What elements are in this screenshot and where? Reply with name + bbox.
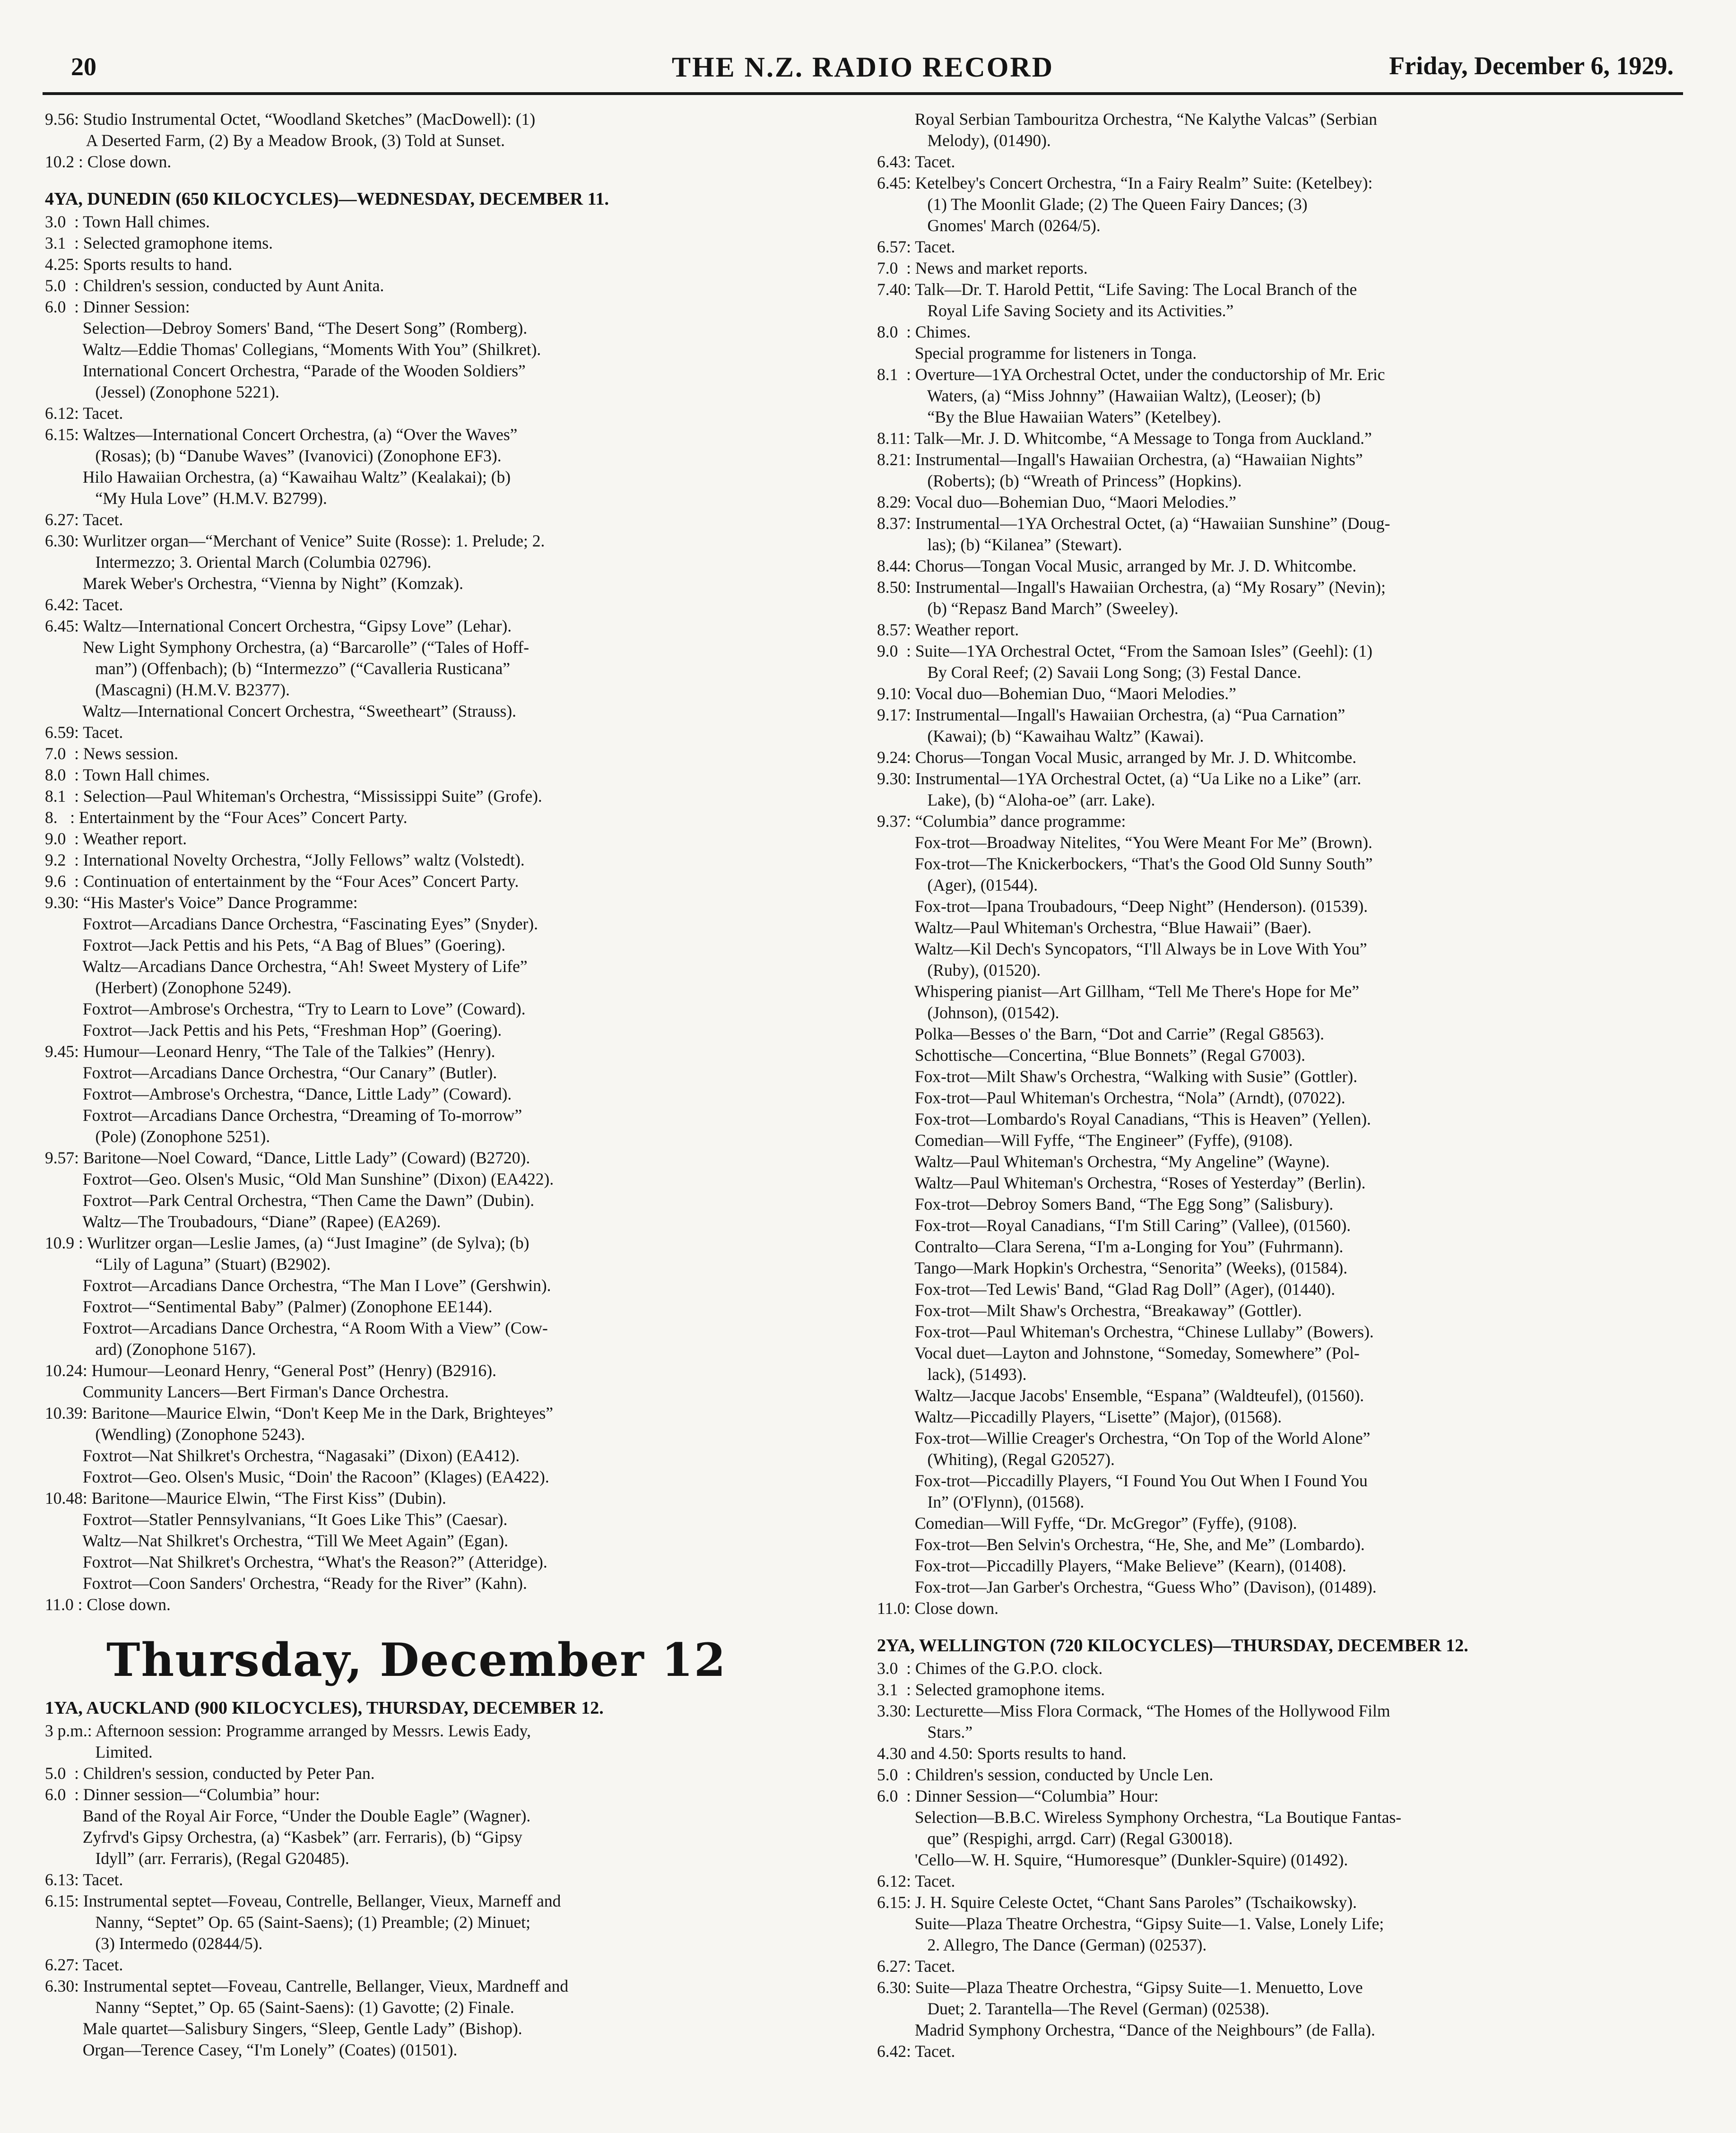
programme-line: 9.24: Chorus—Tongan Vocal Music, arranged by Mr. J. D. Whitcombe. bbox=[877, 748, 1357, 767]
page-header bbox=[43, 47, 1683, 85]
programme-line: 8.1 : Selection—Paul Whiteman's Orchestra, “Mississippi Suite” (Grofe). bbox=[45, 787, 542, 806]
programme-line: Foxtrot—Jack Pettis and his Pets, “Freshman Hop” (Goering). bbox=[45, 1021, 502, 1040]
programme-line: Foxtrot—Nat Shilkret's Orchestra, “Nagasaki” (Dixon) (EA412). bbox=[45, 1446, 520, 1465]
programme-line: Gnomes' March (0264/5). bbox=[877, 216, 1101, 235]
header-rule bbox=[43, 92, 1683, 95]
programme-line: 6.15: Waltzes—International Concert Orchestra, (a) “Over the Waves” bbox=[45, 425, 518, 444]
programme-line: 3.0 : Town Hall chimes. bbox=[45, 212, 210, 231]
programme-line: (Jessel) (Zonophone 5221). bbox=[45, 382, 279, 401]
programme-line: 3.0 : Chimes of the G.P.O. clock. bbox=[877, 1659, 1103, 1678]
programme-line: 5.0 : Children's session, conducted by Peter Pan. bbox=[45, 1764, 375, 1783]
programme-line: 6.57: Tacet. bbox=[877, 237, 955, 256]
programme-line: A Deserted Farm, (2) By a Meadow Brook, (3) Told at Sunset. bbox=[45, 131, 505, 150]
programme-line: Suite—Plaza Theatre Orchestra, “Gipsy Suite—1. Valse, Lonely Life; bbox=[877, 1914, 1384, 1933]
programme-line: 9.0 : Weather report. bbox=[45, 829, 187, 848]
programme-line: 7.0 : News and market reports. bbox=[877, 259, 1088, 277]
programme-line: 6.45: Waltz—International Concert Orchestra, “Gipsy Love” (Lehar). bbox=[45, 616, 512, 635]
programme-line: Fox-trot—Paul Whiteman's Orchestra, “Nola” (Arndt), (07022). bbox=[877, 1088, 1345, 1107]
programme-line: Special programme for listeners in Tonga. bbox=[877, 344, 1197, 363]
programme-line: Waltz—Paul Whiteman's Orchestra, “Roses of Yesterday” (Berlin). bbox=[877, 1173, 1366, 1192]
programme-line: 8.1 : Overture—1YA Orchestral Octet, under the conductorship of Mr. Eric bbox=[877, 365, 1385, 384]
station-heading: 1YA, AUCKLAND (900 KILOCYCLES), THURSDAY, DECEMBER 12. bbox=[45, 1698, 604, 1718]
programme-line: Hilo Hawaiian Orchestra, (a) “Kawaihau Waltz” (Kealakai); (b) bbox=[45, 468, 511, 486]
programme-line: 9.37: “Columbia” dance programme: bbox=[877, 812, 1126, 831]
programme-line: Fox-trot—Ben Selvin's Orchestra, “He, She, and Me” (Lombardo). bbox=[877, 1535, 1365, 1554]
programme-line: Fox-trot—The Knickerbockers, “That's the Good Old Sunny South” bbox=[877, 854, 1373, 873]
programme-line: 6.42: Tacet. bbox=[877, 2042, 955, 2061]
programme-line: (Ruby), (01520). bbox=[877, 961, 1041, 980]
programme-line: Intermezzo; 3. Oriental March (Columbia 02796). bbox=[45, 553, 432, 572]
programme-line: man”) (Offenbach); (b) “Intermezzo” (“Cavalleria Rusticana” bbox=[45, 659, 510, 678]
programme-line: (Ager), (01544). bbox=[877, 876, 1038, 894]
programme-line: 5.0 : Children's session, conducted by Aunt Anita. bbox=[45, 276, 384, 295]
left-column bbox=[45, 109, 858, 2061]
programme-line: 3.30: Lecturette—Miss Flora Cormack, “The Homes of the Hollywood Film bbox=[877, 1701, 1390, 1720]
programme-line: las); (b) “Kilanea” (Stewart). bbox=[877, 535, 1122, 554]
programme-line: 6.30: Suite—Plaza Theatre Orchestra, “Gipsy Suite—1. Menuetto, Love bbox=[877, 1978, 1363, 1997]
programme-line: 11.0 : Close down. bbox=[45, 1595, 171, 1614]
programme-line: que” (Respighi, arrgd. Carr) (Regal G30018). bbox=[877, 1829, 1233, 1848]
programme-line: Lake), (b) “Aloha-oe” (arr. Lake). bbox=[877, 790, 1155, 809]
programme-line: 10.24: Humour—Leonard Henry, “General Post” (Henry) (B2916). bbox=[45, 1361, 496, 1380]
programme-line: 'Cello—W. H. Squire, “Humoresque” (Dunkler-Squire) (01492). bbox=[877, 1850, 1348, 1869]
programme-line: Fox-trot—Piccadilly Players, “I Found You Out When I Found You bbox=[877, 1471, 1368, 1490]
programme-line: 5.0 : Children's session, conducted by Uncle Len. bbox=[877, 1765, 1214, 1784]
programme-line: 8.0 : Town Hall chimes. bbox=[45, 765, 210, 784]
programme-line: 10.9 : Wurlitzer organ—Leslie James, (a) “Just Imagine” (de Sylva); (b) bbox=[45, 1233, 529, 1252]
programme-line: 8. : Entertainment by the “Four Aces” Concert Party. bbox=[45, 808, 408, 827]
programme-line: 9.6 : Continuation of entertainment by the “Four Aces” Concert Party. bbox=[45, 872, 519, 891]
programme-line: 4.25: Sports results to hand. bbox=[45, 255, 233, 274]
programme-line: 11.0: Close down. bbox=[877, 1599, 999, 1618]
programme-line: Madrid Symphony Orchestra, “Dance of the Neighbours” (de Falla). bbox=[877, 2020, 1375, 2039]
programme-line: (Johnson), (01542). bbox=[877, 1003, 1059, 1022]
programme-line: Fox-trot—Ted Lewis' Band, “Glad Rag Doll” (Ager), (01440). bbox=[877, 1280, 1336, 1299]
programme-line: Selection—B.B.C. Wireless Symphony Orchestra, “La Boutique Fantas- bbox=[877, 1808, 1402, 1827]
programme-line: Foxtrot—Geo. Olsen's Music, “Old Man Sunshine” (Dixon) (EA422). bbox=[45, 1170, 554, 1188]
programme-line: 6.27: Tacet. bbox=[45, 510, 123, 529]
programme-line: Schottische—Concertina, “Blue Bonnets” (Regal G7003). bbox=[877, 1046, 1306, 1065]
programme-line: In” (O'Flynn), (01568). bbox=[877, 1492, 1085, 1511]
programme-line: Fox-trot—Paul Whiteman's Orchestra, “Chinese Lullaby” (Bowers). bbox=[877, 1322, 1374, 1341]
programme-line: Foxtrot—Geo. Olsen's Music, “Doin' the Racoon” (Klages) (EA422). bbox=[45, 1467, 549, 1486]
programme-line: Fox-trot—Milt Shaw's Orchestra, “Breakaway” (Gottler). bbox=[877, 1301, 1302, 1320]
programme-line: Royal Life Saving Society and its Activities.” bbox=[877, 301, 1234, 320]
programme-line: Waltz—Arcadians Dance Orchestra, “Ah! Sweet Mystery of Life” bbox=[45, 957, 528, 976]
programme-line: (3) Intermedo (02844/5). bbox=[45, 1934, 263, 1953]
programme-line: Idyll” (arr. Ferraris), (Regal G20485). bbox=[45, 1849, 349, 1868]
programme-line: 6.13: Tacet. bbox=[45, 1870, 123, 1889]
programme-line: 3.1 : Selected gramophone items. bbox=[45, 234, 273, 252]
programme-line: Limited. bbox=[45, 1743, 153, 1761]
programme-line: 9.17: Instrumental—Ingall's Hawaiian Orchestra, (a) “Pua Carnation” bbox=[877, 705, 1345, 724]
programme-line: Fox-trot—Ipana Troubadours, “Deep Night” (Henderson). (01539). bbox=[877, 897, 1368, 916]
programme-line: 9.30: “His Master's Voice” Dance Programme: bbox=[45, 893, 358, 912]
thursday-listings bbox=[45, 1696, 858, 2061]
programme-line: Nanny, “Septet” Op. 65 (Saint-Saens); (1) Preamble; (2) Minuet; bbox=[45, 1913, 530, 1932]
programme-line: Community Lancers—Bert Firman's Dance Orchestra. bbox=[45, 1382, 449, 1401]
programme-line: 8.44: Chorus—Tongan Vocal Music, arranged by Mr. J. D. Whitcombe. bbox=[877, 556, 1357, 575]
programme-line: 10.48: Baritone—Maurice Elwin, “The First Kiss” (Dubin). bbox=[45, 1489, 446, 1508]
programme-line: New Light Symphony Orchestra, (a) “Barcarolle” (“Tales of Hoff- bbox=[45, 638, 529, 657]
programme-line: 8.0 : Chimes. bbox=[877, 322, 971, 341]
programme-line: Whispering pianist—Art Gillham, “Tell Me There's Hope for Me” bbox=[877, 982, 1360, 1001]
programme-line: Foxtrot—Park Central Orchestra, “Then Came the Dawn” (Dubin). bbox=[45, 1191, 535, 1210]
programme-line: 6.15: J. H. Squire Celeste Octet, “Chant Sans Paroles” (Tschaikowsky). bbox=[877, 1893, 1357, 1912]
programme-line: 6.30: Instrumental septet—Foveau, Cantrelle, Bellanger, Vieux, Mardneff and bbox=[45, 1977, 569, 1995]
programme-line: Waltz—Jacque Jacobs' Ensemble, “Espana” (Waldteufel), (01560). bbox=[877, 1386, 1364, 1405]
programme-line: Male quartet—Salisbury Singers, “Sleep, Gentle Lady” (Bishop). bbox=[45, 2019, 522, 2038]
programme-line: 8.37: Instrumental—1YA Orchestral Octet, (a) “Hawaiian Sunshine” (Doug- bbox=[877, 514, 1390, 533]
programme-line: Fox-trot—Broadway Nitelites, “You Were Meant For Me” (Brown). bbox=[877, 833, 1372, 852]
station-heading: 2YA, WELLINGTON (720 KILOCYCLES)—THURSDAY, DECEMBER 12. bbox=[877, 1636, 1468, 1656]
programme-line: “Lily of Laguna” (Stuart) (B2902). bbox=[45, 1255, 331, 1274]
programme-line: International Concert Orchestra, “Parade of the Wooden Soldiers” bbox=[45, 361, 526, 380]
programme-line: Foxtrot—Ambrose's Orchestra, “Dance, Little Lady” (Coward). bbox=[45, 1084, 512, 1103]
programme-line: (Mascagni) (H.M.V. B2377). bbox=[45, 680, 290, 699]
programme-line: (b) “Repasz Band March” (Sweeley). bbox=[877, 599, 1179, 618]
programme-line: Fox-trot—Debroy Somers Band, “The Egg Song” (Salisbury). bbox=[877, 1195, 1334, 1214]
programme-line: 6.30: Wurlitzer organ—“Merchant of Venice” Suite (Rosse): 1. Prelude; 2. bbox=[45, 531, 545, 550]
programme-line: Fox-trot—Jan Garber's Orchestra, “Guess Who” (Davison), (01489). bbox=[877, 1578, 1377, 1596]
programme-line: 4.30 and 4.50: Sports results to hand. bbox=[877, 1744, 1127, 1763]
programme-line: Foxtrot—Arcadians Dance Orchestra, “A Room With a View” (Cow- bbox=[45, 1318, 548, 1337]
programme-line: 9.45: Humour—Leonard Henry, “The Tale of the Talkies” (Henry). bbox=[45, 1042, 495, 1061]
programme-line: Nanny “Septet,” Op. 65 (Saint-Saens): (1) Gavotte; (2) Finale. bbox=[45, 1998, 514, 2017]
programme-line: Band of the Royal Air Force, “Under the Double Eagle” (Wagner). bbox=[45, 1806, 531, 1825]
programme-line: Waltz—International Concert Orchestra, “Sweetheart” (Strauss). bbox=[45, 702, 517, 720]
programme-line: Waltz—Piccadilly Players, “Lisette” (Major), (01568). bbox=[877, 1407, 1282, 1426]
programme-line: Marek Weber's Orchestra, “Vienna by Night” (Komzak). bbox=[45, 574, 463, 593]
programme-line: 9.57: Baritone—Noel Coward, “Dance, Little Lady” (Coward) (B2720). bbox=[45, 1148, 530, 1167]
programme-line: 8.29: Vocal duo—Bohemian Duo, “Maori Melodies.” bbox=[877, 493, 1236, 512]
programme-line: 3.1 : Selected gramophone items. bbox=[877, 1680, 1105, 1699]
page-number: 20 bbox=[71, 52, 96, 81]
programme-line: 6.0 : Dinner Session—“Columbia” Hour: bbox=[877, 1786, 1159, 1805]
programme-line: lack), (51493). bbox=[877, 1365, 1027, 1384]
programme-line: 6.12: Tacet. bbox=[877, 1872, 955, 1890]
programme-line: (Roberts); (b) “Wreath of Princess” (Hopkins). bbox=[877, 471, 1242, 490]
programme-line: 6.0 : Dinner session—“Columbia” hour: bbox=[45, 1785, 320, 1804]
programme-line: 8.11: Talk—Mr. J. D. Whitcombe, “A Message to Tonga from Auckland.” bbox=[877, 429, 1372, 448]
programme-line: Waltz—Kil Dech's Syncopators, “I'll Always be in Love With You” bbox=[877, 939, 1367, 958]
programme-line: Comedian—Will Fyffe, “Dr. McGregor” (Fyffe), (9108). bbox=[877, 1514, 1297, 1533]
programme-line: 8.57: Weather report. bbox=[877, 620, 1019, 639]
programme-line: Fox-trot—Willie Creager's Orchestra, “On Top of the World Alone” bbox=[877, 1429, 1371, 1448]
wednesday-listings bbox=[45, 109, 858, 1615]
right-column bbox=[877, 109, 1690, 2062]
programme-line: 9.56: Studio Instrumental Octet, “Woodland Sketches” (MacDowell): (1) bbox=[45, 110, 536, 129]
programme-line: Foxtrot—Arcadians Dance Orchestra, “Our Canary” (Butler). bbox=[45, 1063, 497, 1082]
programme-line: Fox-trot—Milt Shaw's Orchestra, “Walking with Susie” (Gottler). bbox=[877, 1067, 1358, 1086]
station-heading: 4YA, DUNEDIN (650 KILOCYCLES)—WEDNESDAY, DECEMBER 11. bbox=[45, 189, 609, 209]
programme-line bbox=[45, 173, 858, 182]
programme-line: Foxtrot—Jack Pettis and his Pets, “A Bag of Blues” (Goering). bbox=[45, 936, 506, 954]
programme-line: 6.45: Ketelbey's Concert Orchestra, “In a Fairy Realm” Suite: (Ketelbey): bbox=[877, 173, 1373, 192]
programme-line: 7.0 : News session. bbox=[45, 744, 179, 763]
programme-line: Foxtrot—Coon Sanders' Orchestra, “Ready for the River” (Kahn). bbox=[45, 1574, 527, 1593]
programme-line: Foxtrot—Arcadians Dance Orchestra, “Dreaming of To-morrow” bbox=[45, 1106, 522, 1125]
programme-line: (Kawai); (b) “Kawaihau Waltz” (Kawai). bbox=[877, 727, 1204, 746]
programme-line: 10.39: Baritone—Maurice Elwin, “Don't Keep Me in the Dark, Brighteyes” bbox=[45, 1404, 554, 1422]
programme-line: 6.59: Tacet. bbox=[45, 723, 123, 742]
programme-line: “By the Blue Hawaiian Waters” (Ketelbey). bbox=[877, 408, 1221, 426]
programme-line: (1) The Moonlit Glade; (2) The Queen Fairy Dances; (3) bbox=[877, 195, 1308, 214]
programme-line: Foxtrot—Arcadians Dance Orchestra, “Fascinating Eyes” (Snyder). bbox=[45, 914, 538, 933]
programme-line: Comedian—Will Fyffe, “The Engineer” (Fyffe), (9108). bbox=[877, 1131, 1293, 1150]
programme-line: 3 p.m.: Afternoon session: Programme arranged by Messrs. Lewis Eady, bbox=[45, 1721, 531, 1740]
programme-line bbox=[877, 1619, 1690, 1629]
programme-line: Contralto—Clara Serena, “I'm a-Longing for You” (Fuhrmann). bbox=[877, 1237, 1344, 1256]
issue-date: Friday, December 6, 1929. bbox=[1389, 52, 1674, 80]
programme-line: 9.0 : Suite—1YA Orchestral Octet, “From the Samoan Isles” (Geehl): (1) bbox=[877, 642, 1372, 660]
programme-line: Foxtrot—Statler Pennsylvanians, “It Goes Like This” (Caesar). bbox=[45, 1510, 508, 1529]
programme-line: 6.27: Tacet. bbox=[877, 1957, 955, 1976]
programme-line: 6.27: Tacet. bbox=[45, 1955, 123, 1974]
programme-line: (Pole) (Zonophone 5251). bbox=[45, 1127, 270, 1146]
thursday-heading: Thursday, December 12 bbox=[106, 1633, 727, 1687]
programme-line: Stars.” bbox=[877, 1723, 973, 1742]
programme-line: (Herbert) (Zonophone 5249). bbox=[45, 978, 292, 997]
programme-line: Polka—Besses o' the Barn, “Dot and Carrie” (Regal G8563). bbox=[877, 1024, 1324, 1043]
programme-line: 6.12: Tacet. bbox=[45, 404, 123, 423]
programme-line: 9.10: Vocal duo—Bohemian Duo, “Maori Melodies.” bbox=[877, 684, 1236, 703]
programme-line: Tango—Mark Hopkin's Orchestra, “Senorita” (Weeks), (01584). bbox=[877, 1258, 1348, 1277]
programme-line: Royal Serbian Tambouritza Orchestra, “Ne Kalythe Valcas” (Serbian bbox=[877, 110, 1377, 129]
programme-line: Waltz—Nat Shilkret's Orchestra, “Till We Meet Again” (Egan). bbox=[45, 1531, 509, 1550]
programme-line: Fox-trot—Lombardo's Royal Canadians, “This is Heaven” (Yellen). bbox=[877, 1110, 1371, 1128]
programme-line: 8.50: Instrumental—Ingall's Hawaiian Orchestra, (a) “My Rosary” (Nevin); bbox=[877, 578, 1386, 597]
programme-line: Vocal duet—Layton and Johnstone, “Someday, Somewhere” (Pol- bbox=[877, 1344, 1360, 1362]
programme-line: 9.30: Instrumental—1YA Orchestral Octet, (a) “Ua Like no a Like” (arr. bbox=[877, 769, 1362, 788]
programme-line: Fox-trot—Piccadilly Players, “Make Believe” (Kearn), (01408). bbox=[877, 1556, 1346, 1575]
programme-line: 8.21: Instrumental—Ingall's Hawaiian Orchestra, (a) “Hawaiian Nights” bbox=[877, 450, 1363, 469]
programme-line: 7.40: Talk—Dr. T. Harold Pettit, “Life Saving: The Local Branch of the bbox=[877, 280, 1357, 299]
programme-line: Foxtrot—Ambrose's Orchestra, “Try to Learn to Love” (Coward). bbox=[45, 999, 526, 1018]
programme-line: Zyfrvd's Gipsy Orchestra, (a) “Kasbek” (arr. Ferraris), (b) “Gipsy bbox=[45, 1828, 522, 1847]
programme-line: Foxtrot—Arcadians Dance Orchestra, “The Man I Love” (Gershwin). bbox=[45, 1276, 551, 1295]
programme-line: 10.2 : Close down. bbox=[45, 152, 172, 171]
programme-line: Melody), (01490). bbox=[877, 131, 1051, 150]
programme-line: Waters, (a) “Miss Johnny” (Hawaiian Waltz), (Leoser); (b) bbox=[877, 386, 1321, 405]
programme-line: By Coral Reef; (2) Savaii Long Song; (3) Festal Dance. bbox=[877, 663, 1302, 682]
programme-line: 9.2 : International Novelty Orchestra, “Jolly Fellows” waltz (Volstedt). bbox=[45, 850, 525, 869]
programme-line: Foxtrot—Nat Shilkret's Orchestra, “What's the Reason?” (Atteridge). bbox=[45, 1552, 547, 1571]
programme-line: 6.15: Instrumental septet—Foveau, Contrelle, Bellanger, Vieux, Marneff and bbox=[45, 1891, 561, 1910]
programme-line: 2. Allegro, The Dance (German) (02537). bbox=[877, 1935, 1207, 1954]
programme-line: 6.0 : Dinner Session: bbox=[45, 297, 190, 316]
programme-line: Organ—Terence Casey, “I'm Lonely” (Coates) (01501). bbox=[45, 2040, 458, 2059]
programme-line: (Whiting), (Regal G20527). bbox=[877, 1450, 1115, 1469]
programme-line: (Rosas); (b) “Danube Waves” (Ivanovici) (Zonophone EF3). bbox=[45, 446, 502, 465]
programme-line: ard) (Zonophone 5167). bbox=[45, 1340, 256, 1359]
programme-line: Foxtrot—“Sentimental Baby” (Palmer) (Zonophone EE144). bbox=[45, 1297, 493, 1316]
programme-line: Waltz—Paul Whiteman's Orchestra, “Blue Hawaii” (Baer). bbox=[877, 918, 1312, 937]
programme-line: Waltz—Eddie Thomas' Collegians, “Moments With You” (Shilkret). bbox=[45, 340, 541, 359]
programme-line: Waltz—The Troubadours, “Diane” (Rapee) (EA269). bbox=[45, 1212, 441, 1231]
programme-line: (Wendling) (Zonophone 5243). bbox=[45, 1425, 305, 1444]
programme-line: 6.43: Tacet. bbox=[877, 152, 955, 171]
programme-line: “My Hula Love” (H.M.V. B2799). bbox=[45, 489, 327, 508]
programme-line: 6.42: Tacet. bbox=[45, 595, 123, 614]
programme-line: Waltz—Paul Whiteman's Orchestra, “My Angeline” (Wayne). bbox=[877, 1152, 1330, 1171]
programme-line: Selection—Debroy Somers' Band, “The Desert Song” (Romberg). bbox=[45, 319, 528, 338]
publication-title: THE N.Z. RADIO RECORD bbox=[671, 52, 1054, 83]
programme-line: Duet; 2. Tarantella—The Revel (German) (02538). bbox=[877, 1999, 1269, 2018]
programme-line: Fox-trot—Royal Canadians, “I'm Still Caring” (Vallee), (01560). bbox=[877, 1216, 1351, 1235]
